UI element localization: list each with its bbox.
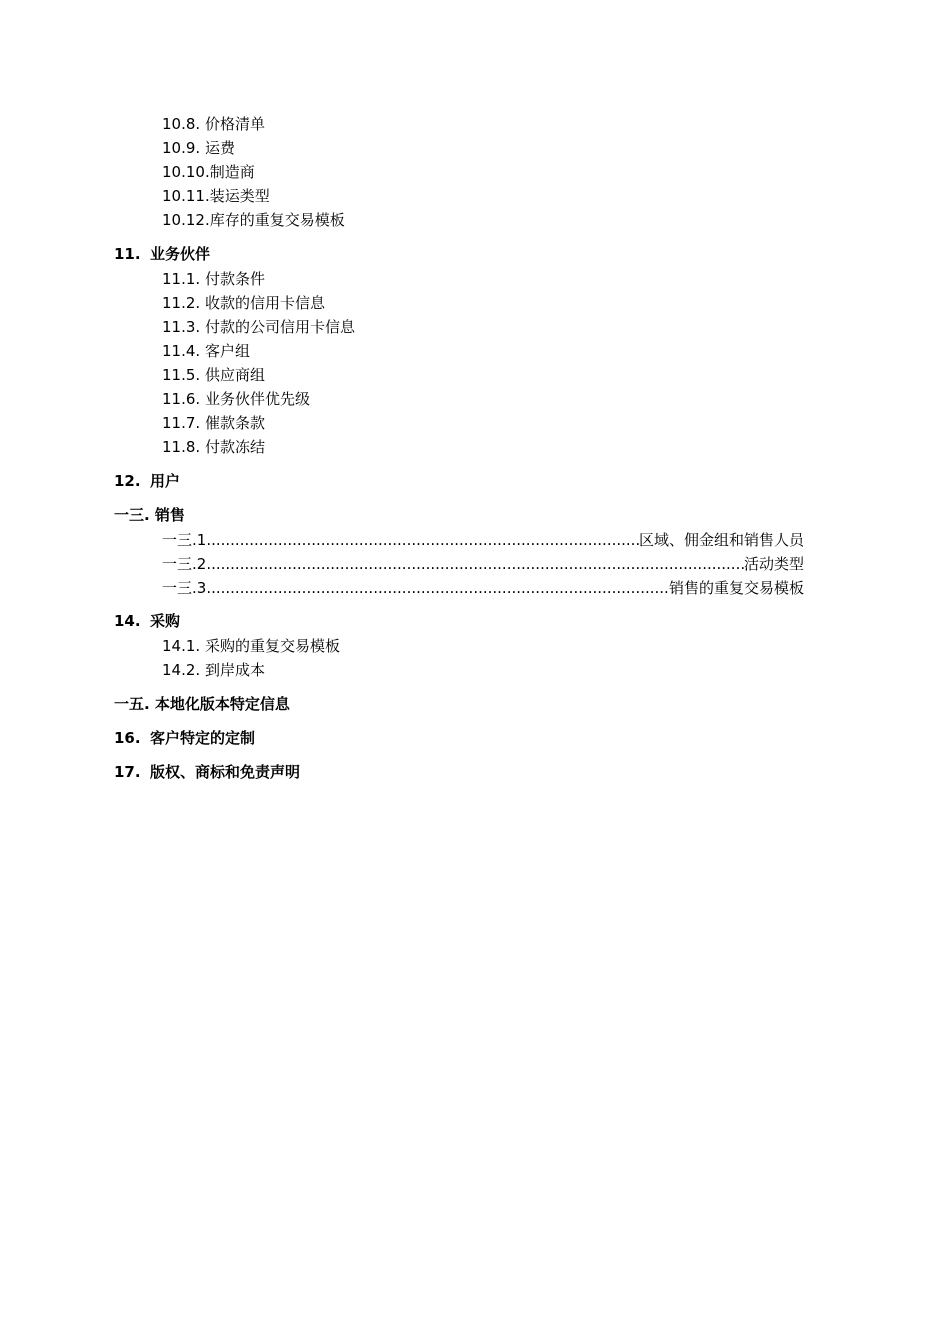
dot-leader [206, 578, 669, 598]
toc-number: 11.1. [162, 270, 201, 288]
toc-number: 14.1. [162, 637, 201, 655]
toc-heading-13[interactable] [114, 505, 185, 525]
toc-heading-11[interactable] [114, 244, 210, 264]
toc-entry-10-10[interactable] [162, 162, 255, 182]
toc-title: 采购 [150, 612, 181, 630]
toc-number: 16. [114, 729, 141, 747]
toc-title: 付款冻结 [200, 438, 265, 456]
toc-entry-11-7[interactable] [162, 413, 265, 433]
toc-number: 10.12. [162, 211, 210, 229]
toc-number: 一三.3 [162, 579, 207, 597]
toc-heading-14[interactable] [114, 611, 180, 631]
toc-title: 库存的重复交易模板 [209, 211, 345, 229]
toc-title: 价格清单 [200, 115, 265, 133]
toc-title: 业务伙伴优先级 [200, 390, 310, 408]
toc-title: 运费 [200, 139, 235, 157]
toc-entry-14-1[interactable] [162, 636, 340, 656]
toc-title: 本地化版本特定信息 [149, 695, 290, 713]
toc-heading-16[interactable] [114, 728, 255, 748]
toc-title: 付款条件 [200, 270, 265, 288]
toc-heading-17[interactable] [114, 762, 300, 782]
toc-title: 装运类型 [209, 187, 270, 205]
toc-title: 用户 [150, 472, 181, 490]
toc-title: 制造商 [209, 163, 255, 181]
toc-title: 到岸成本 [200, 661, 265, 679]
toc-number: 10.8. [162, 115, 201, 133]
toc-title: 客户组 [200, 342, 250, 360]
toc-entry-14-2[interactable] [162, 660, 265, 680]
toc-title: 供应商组 [200, 366, 265, 384]
toc-number: 10.11. [162, 187, 210, 205]
toc-number: 14.2. [162, 661, 201, 679]
toc-heading-15[interactable] [114, 694, 290, 714]
toc-entry-11-3[interactable] [162, 317, 355, 337]
toc-title: 客户特定的定制 [150, 729, 256, 747]
toc-entry-11-2[interactable] [162, 293, 325, 313]
toc-entry-11-8[interactable] [162, 437, 265, 457]
toc-entry-11-1[interactable] [162, 269, 265, 289]
toc-title: 销售 [149, 506, 185, 524]
toc-entry-13-1[interactable] [162, 530, 804, 550]
toc-title: 销售的重复交易模板 [668, 579, 804, 597]
toc-number: 17. [114, 763, 141, 781]
toc-entry-10-11[interactable] [162, 186, 270, 206]
toc-heading-12[interactable] [114, 471, 180, 491]
toc-number: 11. [114, 245, 141, 263]
toc-number: 11.7. [162, 414, 201, 432]
toc-number: 一三.2 [162, 555, 207, 573]
toc-entry-10-8[interactable] [162, 114, 265, 134]
toc-number: 10.9. [162, 139, 201, 157]
toc-title: 采购的重复交易模板 [200, 637, 340, 655]
toc-number: 11.2. [162, 294, 201, 312]
toc-title: 收款的信用卡信息 [200, 294, 325, 312]
toc-number: 11.4. [162, 342, 201, 360]
toc-number: 11.3. [162, 318, 201, 336]
toc-entry-11-5[interactable] [162, 365, 265, 385]
toc-number: 12. [114, 472, 141, 490]
toc-number: 11.6. [162, 390, 201, 408]
toc-title: 区域、佣金组和销售人员 [638, 531, 804, 549]
toc-entry-13-2[interactable] [162, 554, 804, 574]
toc-number: 一三. [114, 506, 150, 524]
toc-number: 11.5. [162, 366, 201, 384]
toc-entry-13-3[interactable] [162, 578, 804, 598]
toc-entry-11-6[interactable] [162, 389, 310, 409]
dot-leader [206, 530, 639, 550]
toc-title: 付款的公司信用卡信息 [200, 318, 355, 336]
toc-number: 一三.1 [162, 531, 207, 549]
toc-title: 活动类型 [743, 555, 804, 573]
toc-number: 14. [114, 612, 141, 630]
toc-number: 10.10. [162, 163, 210, 181]
toc-number: 11.8. [162, 438, 201, 456]
toc-entry-10-12[interactable] [162, 210, 345, 230]
toc-entry-10-9[interactable] [162, 138, 235, 158]
toc-title: 版权、商标和免责声明 [150, 763, 301, 781]
toc-title: 业务伙伴 [150, 245, 211, 263]
toc-title: 催款条款 [200, 414, 265, 432]
toc-entry-11-4[interactable] [162, 341, 250, 361]
dot-leader [206, 554, 744, 574]
toc-number: 一五. [114, 695, 150, 713]
